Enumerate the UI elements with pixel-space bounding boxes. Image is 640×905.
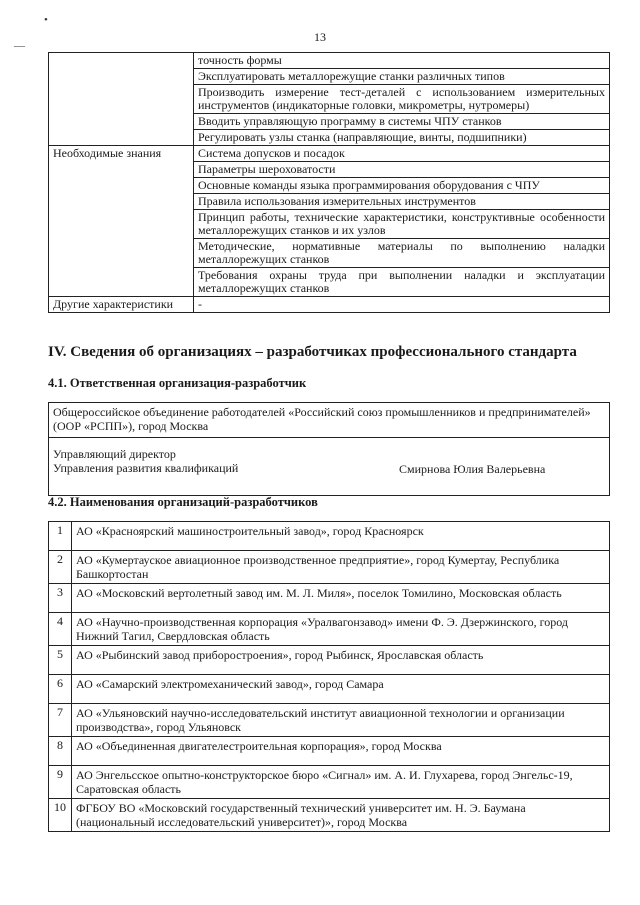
- skill-cell: Эксплуатировать металлорежущие станки различных типов: [194, 69, 610, 85]
- org-name: АО «Самарский электромеханический завод», город Самара: [72, 675, 610, 704]
- row-number: 5: [49, 646, 72, 675]
- other-value: -: [194, 297, 610, 313]
- skill-cell: Производить измерение тест-деталей с использованием измерительных инструментов (индикаторные головки, микрометры, нутромеры): [194, 85, 610, 114]
- scan-mark-dot: •: [44, 14, 48, 26]
- table-row: [49, 613, 610, 646]
- table-row: [49, 551, 610, 584]
- knowledge-row: [49, 146, 610, 162]
- org-name: АО «Объединенная двигателестроительная корпорация», город Москва: [72, 737, 610, 766]
- skill-cell: точность формы: [194, 53, 610, 69]
- row-number: 1: [49, 522, 72, 551]
- knowledge-label: Необходимые знания: [49, 146, 194, 297]
- director-block: [49, 438, 609, 495]
- org-name: ФГБОУ ВО «Московский государственный технический университет им. Н. Э. Баумана (национальный исследовательский университет)», город Москва: [72, 799, 610, 832]
- knowledge-cell: Требования охраны труда при выполнении наладки и эксплуатации металлорежущих станков: [194, 268, 610, 297]
- row-number: 6: [49, 675, 72, 704]
- table-row: [49, 584, 610, 613]
- other-label: Другие характеристики: [49, 297, 194, 313]
- skills-table: [48, 52, 610, 313]
- table-row: [49, 675, 610, 704]
- section-iv-title: IV. Сведения об организациях – разработчиках профессионального стандарта: [48, 344, 577, 360]
- row-number: 4: [49, 613, 72, 646]
- table-row: [49, 737, 610, 766]
- knowledge-cell: Параметры шероховатости: [194, 162, 610, 178]
- table-row: [49, 646, 610, 675]
- row-number: 9: [49, 766, 72, 799]
- org-name: АО «Рыбинский завод приборостроения», город Рыбинск, Ярославская область: [72, 646, 610, 675]
- knowledge-cell: Методические, нормативные материалы по выполнению наладки металлорежущих станков: [194, 239, 610, 268]
- knowledge-cell: Система допусков и посадок: [194, 146, 610, 162]
- org-name: АО Энгельсское опытно-конструкторское бюро «Сигнал» им. А. И. Глухарева, город Энгельс-19, Саратовская область: [72, 766, 610, 799]
- org-name: АО «Ульяновский научно-исследовательский институт авиационной технологии и организации производства», город Ульяновск: [72, 704, 610, 737]
- table-row: [49, 799, 610, 832]
- knowledge-cell: Принцип работы, технические характеристики, конструктивные особенности металлорежущих станков и их узлов: [194, 210, 610, 239]
- skill-cell: Вводить управляющую программу в системы ЧПУ станков: [194, 114, 610, 130]
- skill-cell: Регулировать узлы станка (направляющие, винты, подшипники): [194, 130, 610, 146]
- knowledge-cell: Основные команды языка программирования оборудования с ЧПУ: [194, 178, 610, 194]
- org-name: АО «Красноярский машиностроительный завод», город Красноярск: [72, 522, 610, 551]
- skills-table-body: [49, 53, 610, 313]
- responsible-org-heading: 4.1. Ответственная организация-разработчик: [48, 376, 307, 390]
- row-number: 2: [49, 551, 72, 584]
- developer-orgs-heading: 4.2. Наименования организаций-разработчиков: [48, 495, 318, 509]
- row-number: 7: [49, 704, 72, 737]
- director-name: Смирнова Юлия Валерьевна: [399, 462, 546, 476]
- responsible-org-name: Общероссийское объединение работодателей «Российский союз промышленников и предпринимателей» (ООР «РСПП»), город Москва: [49, 403, 609, 438]
- row-number: 10: [49, 799, 72, 832]
- org-name: АО «Московский вертолетный завод им. М. Л. Миля», поселок Томилино, Московская область: [72, 584, 610, 613]
- org-name: АО «Научно-производственная корпорация «Уралвагонзавод» имени Ф. Э. Дзержинского, город Нижний Тагил, Свердловская область: [72, 613, 610, 646]
- developer-orgs-table: [48, 521, 610, 832]
- page-number: 13: [314, 30, 326, 44]
- responsible-org-box: [48, 402, 610, 496]
- continued-label-cell: [49, 53, 194, 146]
- developer-orgs-body: [49, 522, 610, 832]
- org-name: АО «Кумертауское авиационное производственное предприятие», город Кумертау, Республика Башкортостан: [72, 551, 610, 584]
- row-number: 8: [49, 737, 72, 766]
- scan-mark-dash: —: [14, 40, 25, 52]
- director-position-line1: Управляющий директор: [53, 447, 176, 461]
- table-row: [49, 766, 610, 799]
- director-position-line2: Управления развития квалификаций: [53, 461, 239, 475]
- table-row: [49, 704, 610, 737]
- knowledge-cell: Правила использования измерительных инструментов: [194, 194, 610, 210]
- skills-row: [49, 53, 610, 69]
- other-row: [49, 297, 610, 313]
- row-number: 3: [49, 584, 72, 613]
- table-row: [49, 522, 610, 551]
